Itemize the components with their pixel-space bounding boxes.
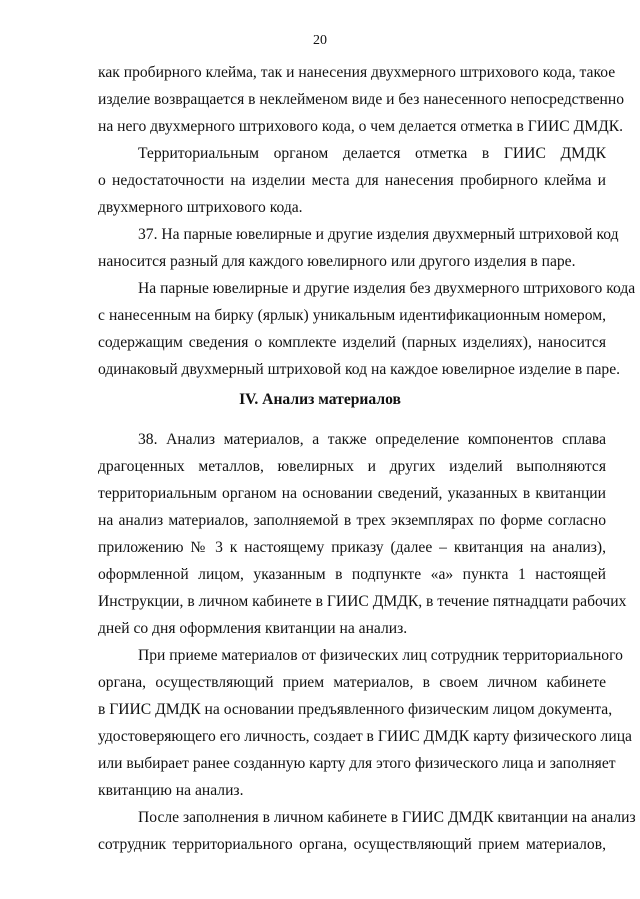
- page-number: 20: [313, 33, 327, 48]
- text-line: как пробирного клейма, так и нанесения двухмерного штрихового кода, такое: [98, 64, 616, 81]
- text-line: Территориальным органом делается отметка в ГИИС ДМДК: [138, 145, 606, 162]
- text-line: территориальным органом на основании сведений, указанных в квитанции: [98, 485, 606, 502]
- text-line: изделие возвращается в неклейменом виде и без нанесенного непосредственно: [98, 91, 625, 108]
- text-line: приложению № 3 к настоящему приказу (далее – квитанция на анализ),: [98, 539, 606, 556]
- text-line: На парные ювелирные и другие изделия без двухмерного штрихового кода: [138, 280, 636, 297]
- text-line: квитанцию на анализ.: [98, 782, 244, 799]
- text-line: содержащим сведения о комплекте изделий (парных изделиях), наносится: [98, 334, 606, 351]
- text-line: При приеме материалов от физических лиц сотрудник территориального: [138, 647, 623, 664]
- text-line: в ГИИС ДМДК на основании предъявленного физическим лицом документа,: [98, 701, 613, 718]
- text-line: органа, осуществляющий прием материалов, в своем личном кабинете: [98, 674, 606, 691]
- text-line: дней со дня оформления квитанции на анализ.: [98, 620, 408, 637]
- text-line: оформленной лицом, указанным в подпункте «а» пункта 1 настоящей: [98, 566, 606, 583]
- text-line: После заполнения в личном кабинете в ГИИС ДМДК квитанции на анализ: [138, 809, 636, 826]
- text-line: одинаковый двухмерный штриховой код на каждое ювелирное изделие в паре.: [98, 361, 621, 378]
- text-line: драгоценных металлов, ювелирных и других изделий выполняются: [98, 458, 606, 475]
- text-line: наносится разный для каждого ювелирного или другого изделия в паре.: [98, 253, 576, 270]
- text-line: сотрудник территориального органа, осуществляющий прием материалов,: [98, 836, 606, 853]
- text-line: о недостаточности на изделии места для нанесения пробирного клейма и: [98, 172, 606, 189]
- text-line: 37. На парные ювелирные и другие изделия двухмерный штриховой код: [138, 226, 619, 243]
- text-line: двухмерного штрихового кода.: [98, 199, 303, 216]
- text-line: 38. Анализ материалов, а также определение компонентов сплава: [138, 431, 606, 448]
- text-line: или выбирает ранее созданную карту для этого физического лица и заполняет: [98, 755, 616, 772]
- section-heading: IV. Анализ материалов: [239, 391, 401, 408]
- text-line: удостоверяющего его личность, создает в ГИИС ДМДК карту физического лица: [98, 728, 632, 745]
- text-line: с нанесенным на бирку (ярлык) уникальным идентификационным номером,: [98, 307, 606, 324]
- text-line: на него двухмерного штрихового кода, о чем делается отметка в ГИИС ДМДК.: [98, 118, 624, 135]
- text-line: на анализ материалов, заполняемой в трех экземплярах по форме согласно: [98, 512, 606, 529]
- text-line: Инструкции, в личном кабинете в ГИИС ДМДК, в течение пятнадцати рабочих: [98, 593, 627, 610]
